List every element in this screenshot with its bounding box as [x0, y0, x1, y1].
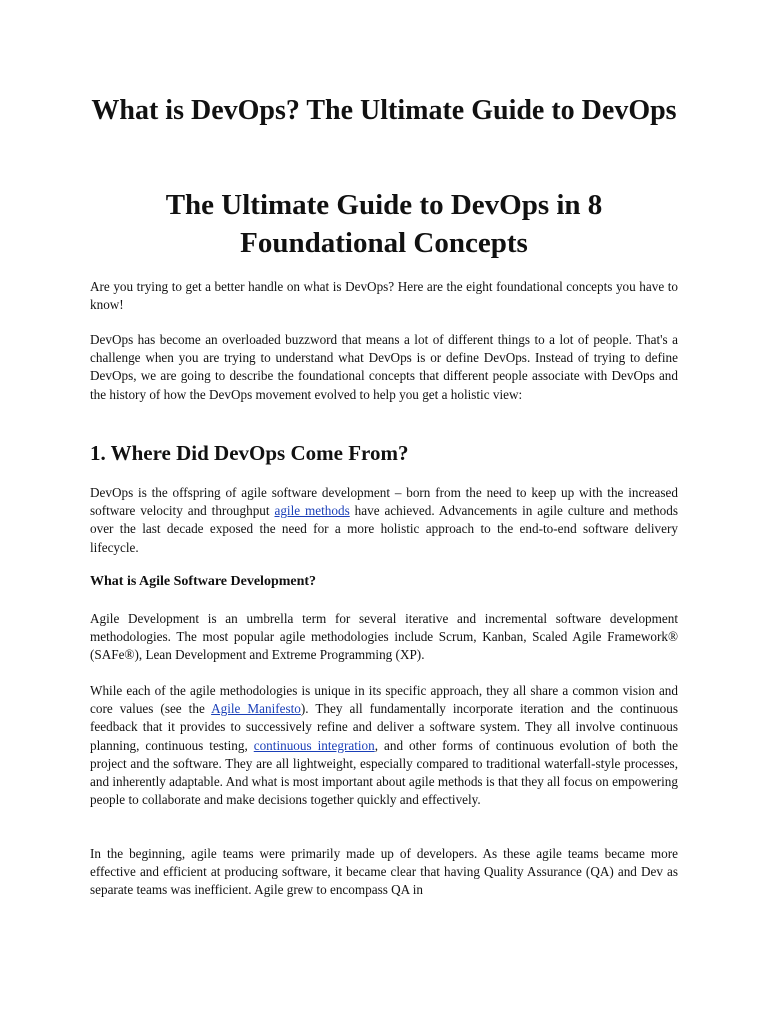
agile-manifesto-link[interactable]: Agile Manifesto	[211, 701, 301, 717]
text-run: , and other forms of continuous evolution of both the project and the software. They are all lightweight, especially compared to traditional waterfall-style processes, and inherently adaptable. And what is most important about agile methods is that they all focus on empowering people to collaborate and make decisions together quickly and effectively.	[90, 737, 678, 808]
page-subtitle: The Ultimate Guide to DevOps in 8 Foundational Concepts	[165, 189, 603, 259]
section-1-paragraph-3	[90, 682, 678, 809]
text-run: ). They all fundamentally incorporate iteration and the continuous feedback that it provides to successively refine and deliver a software system. They all involve continuous planning, continuous testing,	[90, 701, 678, 753]
agile-subheading: What is Agile Software Development?	[90, 574, 317, 589]
overview-paragraph: DevOps has become an overloaded buzzword that means a lot of different things to a lot of people. That's a challenge when you are trying to understand what DevOps is or define DevOps. Instead of trying to define DevOps, we are going to describe the foundational concepts that different people associate with DevOps and the history of how the DevOps movement evolved to help you get a holistic view:	[90, 332, 678, 402]
section-1-paragraph-4: In the beginning, agile teams were primarily made up of developers. As these agile teams became more effective and efficient at producing software, it became clear that having Quality Assurance (QA) and Dev as separate teams was inefficient. Agile grew to encompass QA in	[90, 846, 678, 898]
text-run: While each of the agile methodologies is unique in its specific approach, they all share a common vision and core values (see the	[90, 683, 678, 717]
section-1-paragraph-2: Agile Development is an umbrella term for several iterative and incremental software development methodologies. The most popular agile methodologies include Scrum, Kanban, Scaled Agile Framework® (SAFe®), Lean Development and Extreme Programming (XP).	[90, 611, 678, 663]
text-run: DevOps is the offspring of agile software development – born from the need to keep up with the increased software velocity and throughput	[90, 485, 678, 519]
text-run: have achieved. Advancements in agile culture and methods over the last decade exposed the need for a more holistic approach to the end-to-end software delivery lifecycle.	[90, 503, 678, 555]
intro-paragraph: Are you trying to get a better handle on what is DevOps? Here are the eight foundational concepts you have to know!	[90, 279, 678, 313]
agile-methods-link[interactable]: agile methods	[274, 503, 350, 519]
continuous-integration-link[interactable]: continuous integration	[253, 737, 375, 753]
section-1-heading: 1. Where Did DevOps Come From?	[90, 441, 409, 465]
section-1-paragraph-1	[90, 484, 678, 557]
page-title: What is DevOps? The Ultimate Guide to DevOps	[91, 95, 677, 126]
